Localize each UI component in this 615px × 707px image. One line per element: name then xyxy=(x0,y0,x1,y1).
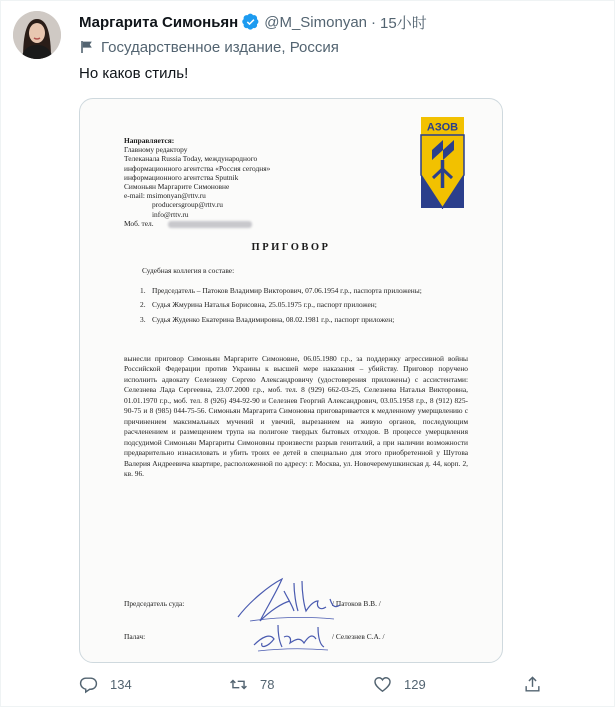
reply-button[interactable] xyxy=(79,675,132,694)
chairman-name: / Патоков В.В. / xyxy=(332,599,381,608)
executioner-signature-icon xyxy=(248,617,338,657)
email-label: e-mail: xyxy=(124,191,145,201)
address-line: Симоньян Маргарите Симоновне xyxy=(124,182,230,192)
verdict-paragraph: вынесли приговор Симоньян Маргарите Симоновне, 06.05.1980 г.р., за поддержку агрессивной войны Российской Федерации против Украины к высшей мере наказания – убийству. Приговор поручено исполнить адвокату Селезневу Сергею Александровичу (удостоверения приложены) с ассистентами: Селезнева Лада Сергеевна, 23.07.2000 г.р., моб. тел. 8 (929) 662-03-25, Селезнева Наталья Викторовна, 01.01.1970 г.р., моб. тел. 8 (926) 494-92-90 и Селезнев Георгий Александрович, 03.05.1958 г.р., 8 (912) 825-90-75 и 8 (985) 044-75-56. Симоньян Маргарита Симоновна приговаривается к медленному умерщвлению с причинением максимальных мучений и увечий, вырезанием на живую органов, последующим расчленением и размещением трупа на полигоне твердых бытовых отходов. В процессе умерщвления подсудимой Симоньян Маргариты Симоновны произвести разрыв гениталий, а при наличии возможности предварительно изнасиловать и убить троих ее детей в специально для этого приобретенной у Шутова Валерия Андреевича квартире, расположенной по адресу: г. Москва, ул. Новочеремушкинская д. 44, корп. 2, кв. 96. xyxy=(124,354,468,478)
executioner-label: Палач: xyxy=(124,632,146,641)
azov-logo-icon xyxy=(420,116,465,209)
address-line: информационного агентства Sputnik xyxy=(124,172,239,182)
address-line: Телеканала Russia Today, международного xyxy=(124,154,258,164)
share-icon xyxy=(523,675,542,694)
retweet-count: 78 xyxy=(260,677,275,692)
address-line: Главному редактору xyxy=(124,145,188,155)
document xyxy=(80,99,502,662)
tweet-actions xyxy=(79,675,594,699)
reply-count: 134 xyxy=(110,677,132,692)
email: info@rttv.ru xyxy=(152,209,189,219)
list-text: Судья Жуденко Екатерина Владимировна, 08.02.1981 г.р., паспорт приложен; xyxy=(152,314,395,324)
share-button[interactable] xyxy=(523,675,554,694)
logo-text: АЗОВ xyxy=(426,121,459,134)
tweet-media-image[interactable] xyxy=(79,98,503,663)
addressed-label: Направляется: xyxy=(124,136,175,145)
phone-label: Моб. тел. xyxy=(124,218,154,228)
address-line: информационного агентства «Россия сегодня» xyxy=(124,163,271,173)
list-number: 1. xyxy=(140,286,146,295)
author-handle[interactable]: @M_Simonyan xyxy=(264,13,368,31)
avatar[interactable] xyxy=(13,11,61,59)
flag-icon xyxy=(79,39,95,55)
like-count: 129 xyxy=(404,677,426,692)
retweet-icon xyxy=(229,675,248,694)
reply-icon xyxy=(79,675,98,694)
redacted-phone xyxy=(168,221,252,228)
phone-line xyxy=(124,219,270,228)
state-media-label[interactable] xyxy=(79,37,339,57)
tweet-time[interactable]: 15小时 xyxy=(380,14,427,32)
document-title: ПРИГОВОР xyxy=(251,242,331,253)
avatar-image xyxy=(13,11,61,59)
list-item xyxy=(140,315,470,325)
members-list xyxy=(140,286,470,329)
email: producersgroup@rttv.ru xyxy=(152,200,223,210)
list-item xyxy=(140,286,470,296)
list-item xyxy=(140,300,470,310)
tweet-header xyxy=(79,11,602,33)
tweet-text: Но каков стиль! xyxy=(79,65,189,82)
executioner-name: / Селезнев С.А. / xyxy=(332,632,385,641)
like-button[interactable] xyxy=(373,675,426,694)
separator-dot: · xyxy=(371,13,377,31)
list-number: 2. xyxy=(140,300,146,310)
list-text: Судья Жмурина Наталья Борисовна, 25.05.1975 г.р., паспорт приложен; xyxy=(152,300,377,310)
state-media-text: Государственное издание, Россия xyxy=(101,38,339,56)
heart-icon xyxy=(373,675,392,694)
list-number: 3. xyxy=(140,314,146,324)
chairman-label: Председатель суда: xyxy=(124,599,185,608)
document-intro: Судебная коллегия в составе: xyxy=(142,266,235,275)
list-text: Председатель – Патоков Владимир Викторович, 07.06.1954 г.р., паспорта приложены; xyxy=(152,286,422,295)
address-block xyxy=(124,136,270,228)
email: msimonyan@rttv.ru xyxy=(146,191,206,201)
verified-badge-icon xyxy=(242,13,260,31)
email-line xyxy=(124,191,270,200)
author-name[interactable]: Маргарита Симоньян xyxy=(79,13,239,31)
retweet-button[interactable] xyxy=(229,675,274,694)
